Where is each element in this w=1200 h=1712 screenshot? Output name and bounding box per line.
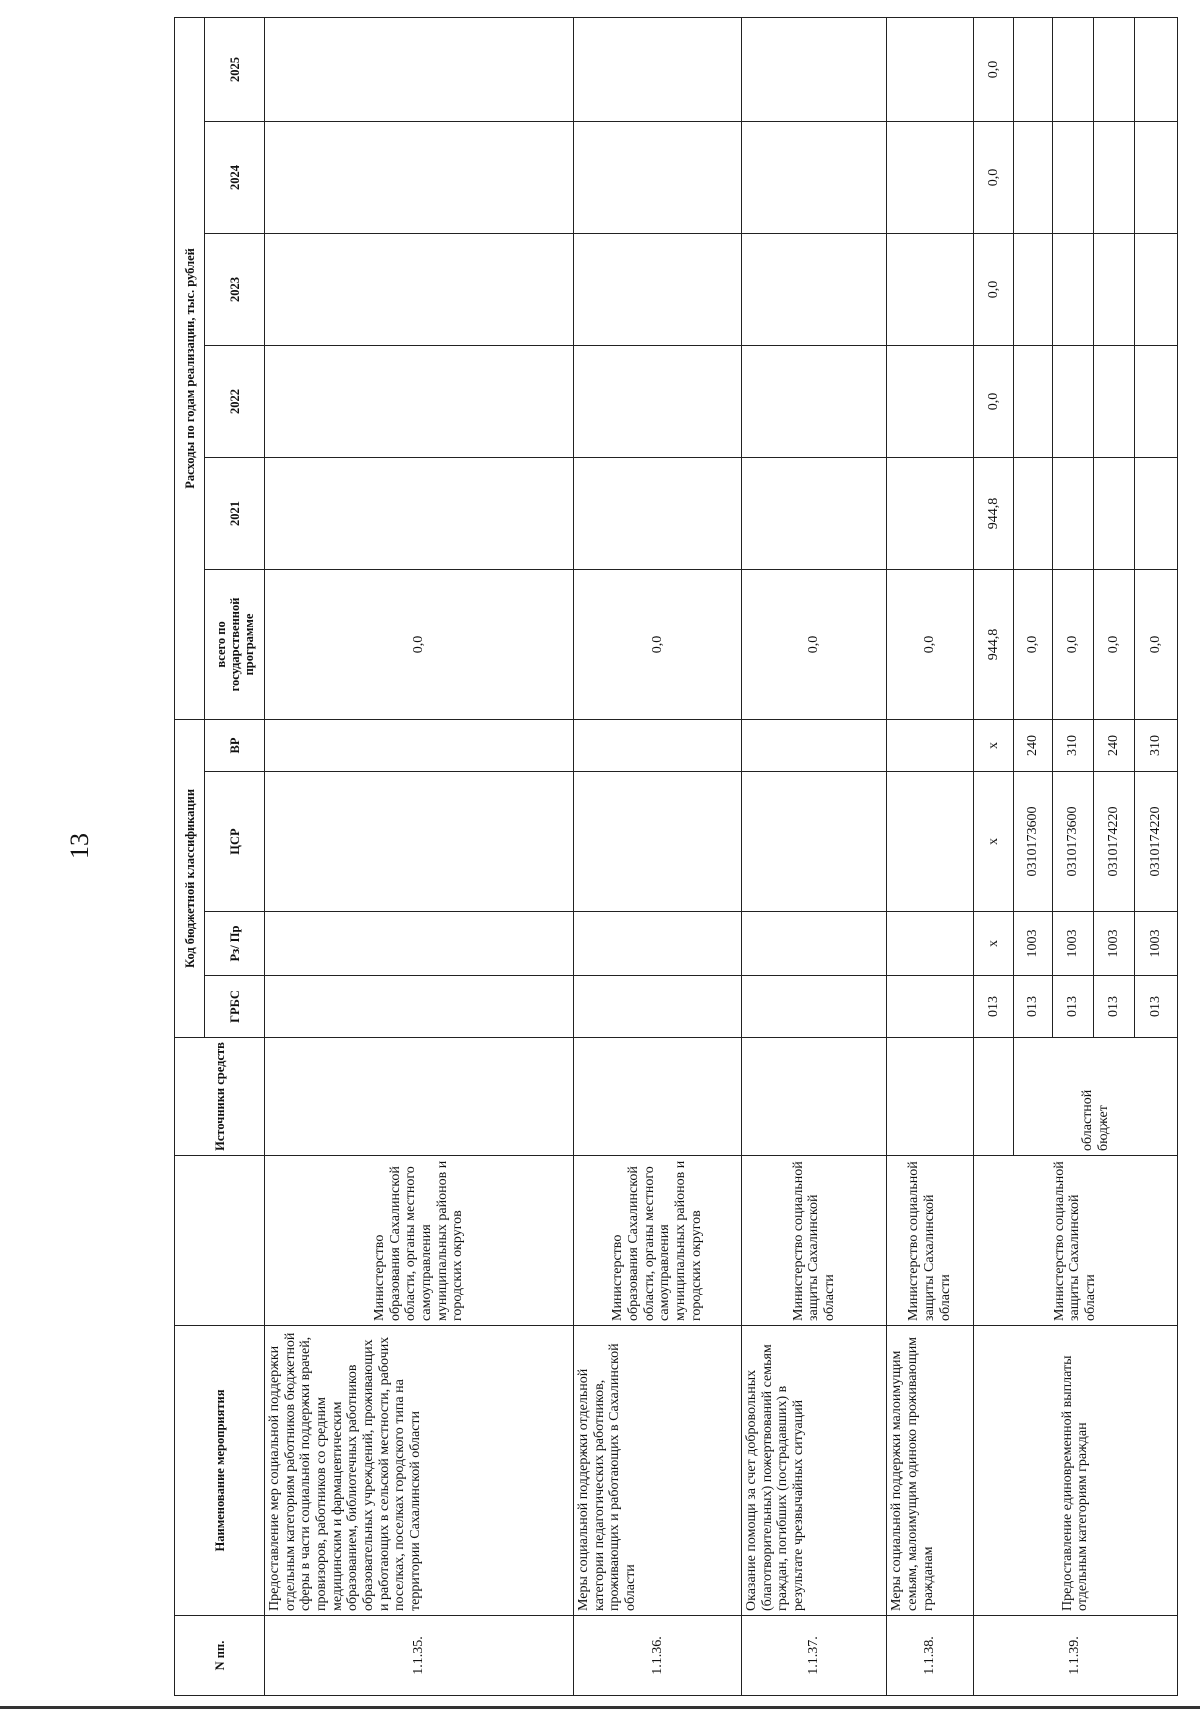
- cell-csr: 0310173600: [1014, 772, 1053, 912]
- cell-total: 0,0: [1053, 569, 1094, 719]
- cell-total: 0,0: [1134, 569, 1177, 719]
- cell-2024: [1134, 121, 1177, 233]
- cell-vr: [887, 719, 973, 771]
- cell-2021: [1093, 457, 1134, 569]
- row-executor: Министерство социальной защиты Сахалинской области: [973, 1156, 1177, 1326]
- header-vr: ВР: [205, 719, 265, 771]
- cell-rz-pr: [887, 912, 973, 976]
- row-sources: [973, 1038, 1014, 1156]
- cell-grbs: 013: [1053, 976, 1094, 1038]
- cell-2021: [741, 457, 886, 569]
- row-sources: [265, 1038, 574, 1156]
- cell-2022: [265, 345, 574, 457]
- header-total: всего по государственной программе: [205, 569, 265, 719]
- rotated-table-wrapper: [174, 18, 1178, 1696]
- row-executor: Министерство образования Сахалинской области, органы местного самоуправления муниципальных районов и городских округов: [573, 1156, 741, 1326]
- row-sources: [573, 1038, 741, 1156]
- cell-total: 0,0: [741, 569, 886, 719]
- cell-grbs: 013: [1093, 976, 1134, 1038]
- cell-2023: [887, 233, 973, 345]
- cell-2025: [1134, 17, 1177, 121]
- row-name: Оказание помощи за счет добровольных (благотворительных) пожертвований семьям граждан, погибших (пострадавших) в результате чрезвычайных ситуаций: [741, 1326, 886, 1616]
- cell-2023: [573, 233, 741, 345]
- cell-rz-pr: 1003: [1053, 912, 1094, 976]
- header-executor: [175, 1156, 265, 1326]
- cell-csr: x: [973, 772, 1014, 912]
- cell-2025: [265, 17, 574, 121]
- row-number: 1.1.39.: [973, 1616, 1177, 1696]
- cell-rz-pr: 1003: [1093, 912, 1134, 976]
- cell-vr: [741, 719, 886, 771]
- cell-2022: 0,0: [973, 345, 1014, 457]
- cell-vr: [265, 719, 574, 771]
- cell-2024: 0,0: [973, 121, 1014, 233]
- cell-csr: 0310174220: [1093, 772, 1134, 912]
- row-name: Меры социальной поддержки малоимущим семьям, малоимущим одиноко проживающим гражданам: [887, 1326, 973, 1616]
- row-sources: [741, 1038, 886, 1156]
- cell-grbs: 013: [1134, 976, 1177, 1038]
- cell-2023: [1093, 233, 1134, 345]
- page-number: 13: [65, 833, 94, 859]
- cell-2021: [1134, 457, 1177, 569]
- cell-2025: [1093, 17, 1134, 121]
- row-name: Предоставление единовременной выплаты отдельным категориям граждан: [973, 1326, 1177, 1616]
- cell-vr: [573, 719, 741, 771]
- cell-vr: 240: [1014, 719, 1053, 771]
- row-name: Меры социальной поддержки отдельной категории педагогических работников, проживающих и работающих в Сахалинской области: [573, 1326, 741, 1616]
- header-year-2024: 2024: [205, 121, 265, 233]
- cell-2021: 944,8: [973, 457, 1014, 569]
- row-number: 1.1.37.: [741, 1616, 886, 1696]
- cell-total: 0,0: [887, 569, 973, 719]
- cell-2022: [741, 345, 886, 457]
- header-year-2023: 2023: [205, 233, 265, 345]
- budget-table: [174, 17, 1178, 1696]
- cell-rz-pr: [573, 912, 741, 976]
- cell-2025: [741, 17, 886, 121]
- cell-csr: [887, 772, 973, 912]
- row-executor: Министерство социальной защиты Сахалинской области: [887, 1156, 973, 1326]
- cell-grbs: 013: [973, 976, 1014, 1038]
- cell-rz-pr: [265, 912, 574, 976]
- cell-grbs: [573, 976, 741, 1038]
- cell-2022: [573, 345, 741, 457]
- cell-2021: [887, 457, 973, 569]
- cell-2024: [573, 121, 741, 233]
- cell-2022: [1014, 345, 1053, 457]
- cell-grbs: [265, 976, 574, 1038]
- row-executor: Министерство образования Сахалинской области, органы местного самоуправления муниципальных районов и городских округов: [265, 1156, 574, 1326]
- cell-rz-pr: 1003: [1134, 912, 1177, 976]
- cell-2025: [1053, 17, 1094, 121]
- header-year-2025: 2025: [205, 17, 265, 121]
- header-year-2022: 2022: [205, 345, 265, 457]
- cell-vr: 310: [1053, 719, 1094, 771]
- header-rz-pr: Рз/ Пр: [205, 912, 265, 976]
- cell-2024: [265, 121, 574, 233]
- header-csr: ЦСР: [205, 772, 265, 912]
- row-number: 1.1.36.: [573, 1616, 741, 1696]
- row-sources: областной бюджет: [1014, 1038, 1178, 1156]
- cell-2023: [741, 233, 886, 345]
- header-name: Наименование мероприятия: [175, 1326, 265, 1616]
- header-expenses: Расходы по годам реализации, тыс. рублей: [175, 17, 205, 719]
- row-number: 1.1.38.: [887, 1616, 973, 1696]
- cell-2024: [741, 121, 886, 233]
- cell-csr: [573, 772, 741, 912]
- cell-2023: [265, 233, 574, 345]
- cell-vr: x: [973, 719, 1014, 771]
- cell-2024: [1093, 121, 1134, 233]
- cell-csr: [741, 772, 886, 912]
- row-executor: Министерство социальной защиты Сахалинской области: [741, 1156, 886, 1326]
- header-num: N пп.: [175, 1616, 265, 1696]
- cell-rz-pr: x: [973, 912, 1014, 976]
- cell-2021: [265, 457, 574, 569]
- cell-vr: 310: [1134, 719, 1177, 771]
- cell-csr: 0310174220: [1134, 772, 1177, 912]
- cell-2025: [887, 17, 973, 121]
- cell-grbs: [741, 976, 886, 1038]
- row-sources: [887, 1038, 973, 1156]
- row-number: 1.1.35.: [265, 1616, 574, 1696]
- cell-total: 944,8: [973, 569, 1014, 719]
- cell-2022: [1093, 345, 1134, 457]
- header-sources: Источники средств: [175, 1038, 265, 1156]
- cell-vr: 240: [1093, 719, 1134, 771]
- cell-2023: [1014, 233, 1053, 345]
- cell-2021: [1053, 457, 1094, 569]
- cell-2023: [1134, 233, 1177, 345]
- cell-2024: [1014, 121, 1053, 233]
- cell-csr: 0310173600: [1053, 772, 1094, 912]
- header-year-2021: 2021: [205, 457, 265, 569]
- cell-2025: [573, 17, 741, 121]
- cell-total: 0,0: [1093, 569, 1134, 719]
- cell-grbs: 013: [1014, 976, 1053, 1038]
- row-name: Предоставление мер социальной поддержки отдельным категориям работников бюджетной сферы в части социальной поддержки врачей, провизоров, работников со средним медицинским и фармацевтическим образованием, библиотечных работников образовательных учреждений, проживающих и работающих в сельской местности, рабочих поселках, поселках городского типа на территории Сахалинской области: [265, 1326, 574, 1616]
- cell-grbs: [887, 976, 973, 1038]
- cell-2022: [1134, 345, 1177, 457]
- cell-csr: [265, 772, 574, 912]
- cell-total: 0,0: [265, 569, 574, 719]
- cell-2023: 0,0: [973, 233, 1014, 345]
- cell-2021: [573, 457, 741, 569]
- cell-2024: [1053, 121, 1094, 233]
- header-budget-code: Код бюджетной классификации: [175, 719, 205, 1037]
- scan-edge-line: [0, 1706, 1200, 1709]
- cell-rz-pr: [741, 912, 886, 976]
- cell-total: 0,0: [1014, 569, 1053, 719]
- cell-2023: [1053, 233, 1094, 345]
- cell-total: 0,0: [573, 569, 741, 719]
- cell-2024: [887, 121, 973, 233]
- cell-2022: [887, 345, 973, 457]
- cell-2022: [1053, 345, 1094, 457]
- cell-rz-pr: 1003: [1014, 912, 1053, 976]
- cell-2021: [1014, 457, 1053, 569]
- cell-2025: 0,0: [973, 17, 1014, 121]
- cell-2025: [1014, 17, 1053, 121]
- header-grbs: ГРБС: [205, 976, 265, 1038]
